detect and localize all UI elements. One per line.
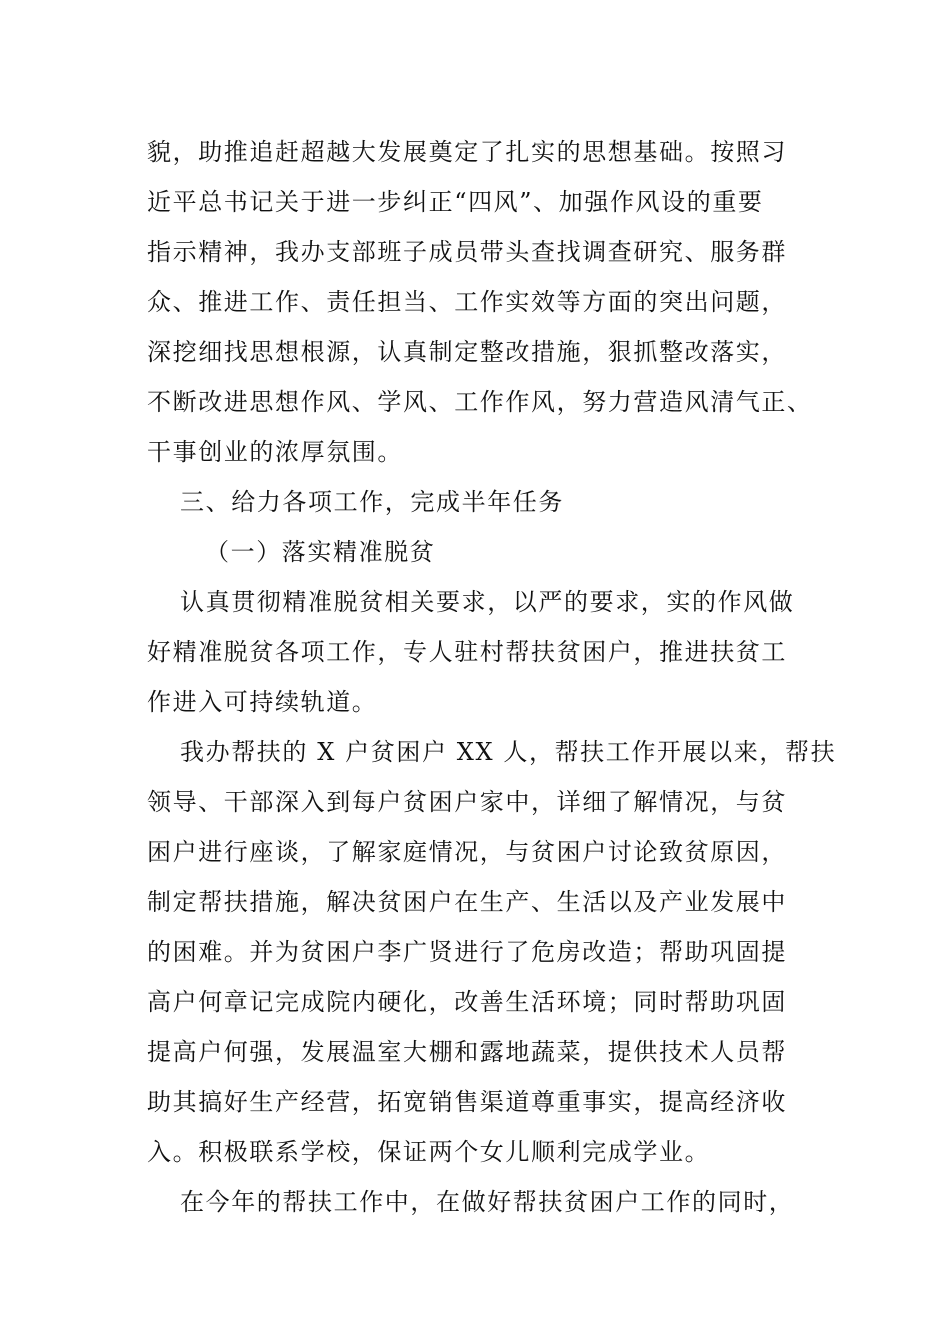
section-heading: 三、给力各项工作，完成半年任务 (180, 488, 564, 516)
paragraph-line: 助其搞好生产经营，拓宽销售渠道尊重事实，提高经济收 (147, 1088, 787, 1116)
paragraph-line: 提高户何强，发展温室大棚和露地蔬菜，提供技术人员帮 (147, 1038, 787, 1066)
paragraph-line: 领导、干部深入到每户贫困户家中，详细了解情况，与贫 (147, 788, 787, 816)
paragraph-line: 入。积极联系学校，保证两个女儿顺利完成学业。 (147, 1138, 711, 1166)
paragraph-line: 作进入可持续轨道。 (147, 688, 378, 716)
paragraph-line: 众、推进工作、责任担当、工作实效等方面的突出问题， (147, 288, 787, 316)
paragraph-line: 认真贯彻精准脱贫相关要求，以严的要求，实的作风做 (180, 588, 795, 616)
paragraph-line: 深挖细找思想根源，认真制定整改措施，狠抓整改落实， (147, 338, 787, 366)
paragraph-line: 好精准脱贫各项工作，专人驻村帮扶贫困户，推进扶贫工 (147, 638, 787, 666)
paragraph-line: 我办帮扶的 X 户贫困户 XX 人，帮扶工作开展以来，帮扶 (180, 738, 837, 766)
paragraph-line: 不断改进思想作风、学风、工作作风，努力营造风清气正、 (147, 388, 813, 416)
subsection-heading: （一）落实精准脱贫 (205, 538, 436, 566)
paragraph-line: 制定帮扶措施，解决贫困户在生产、生活以及产业发展中 (147, 888, 787, 916)
paragraph-line: 干事创业的浓厚氛围。 (147, 438, 403, 466)
paragraph-line: 近平总书记关于进一步纠正“四风”、加强作风设的重要 (147, 188, 764, 216)
paragraph-line: 在今年的帮扶工作中，在做好帮扶贫困户工作的同时， (180, 1188, 795, 1216)
paragraph-line: 指示精神，我办支部班子成员带头查找调查研究、服务群 (147, 238, 787, 266)
paragraph-line: 困户进行座谈，了解家庭情况，与贫困户讨论致贫原因， (147, 838, 787, 866)
paragraph-line: 的困难。并为贫困户李广贤进行了危房改造；帮助巩固提 (147, 938, 787, 966)
paragraph-line: 貌，助推追赶超越大发展奠定了扎实的思想基础。按照习 (147, 138, 787, 166)
paragraph-line: 高户何章记完成院内硬化，改善生活环境；同时帮助巩固 (147, 988, 787, 1016)
